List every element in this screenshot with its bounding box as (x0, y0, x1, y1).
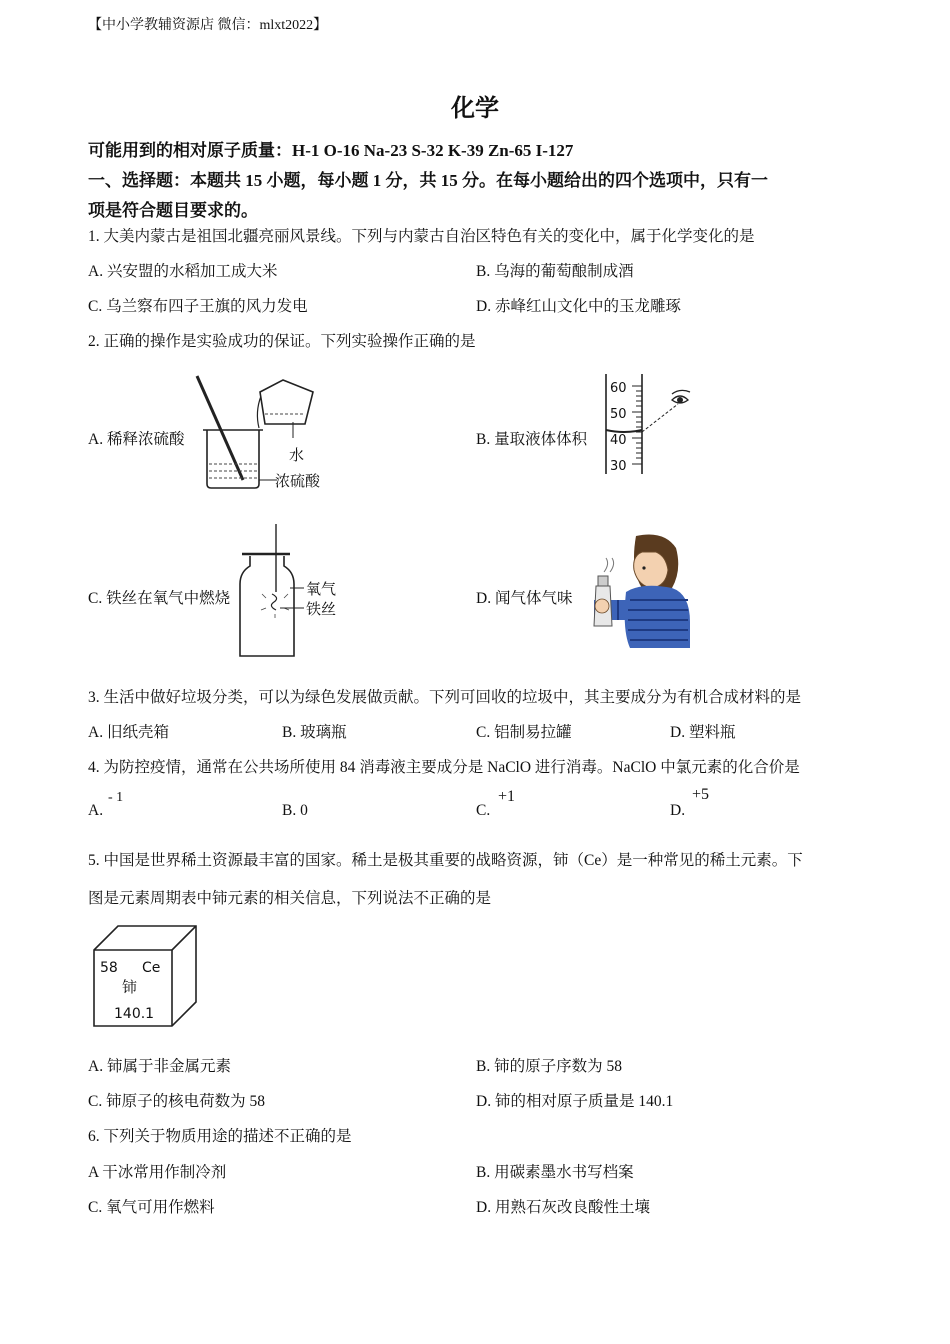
tick-30: 30 (610, 459, 627, 474)
acid-dilution-figure (185, 372, 335, 494)
q6-stem: 6. 下列关于物质用途的描述不正确的是 (88, 1128, 352, 1145)
q5-option-a: A. 铈属于非金属元素 (88, 1058, 231, 1075)
section-heading-line1: 一、选择题：本题共 15 小题，每小题 1 分，共 15 分。在每小题给出的四个选项中，只有一 (88, 171, 768, 190)
section-heading-line2: 项是符合题目要求的。 (88, 201, 258, 220)
q1-option-d: D. 赤峰红山文化中的玉龙雕琢 (476, 298, 681, 315)
oxygen-label: 氧气 (306, 580, 337, 598)
tick-50: 50 (610, 407, 627, 422)
q1-option-c: C. 乌兰察布四子王旗的风力发电 (88, 298, 308, 315)
q4-option-b: B. 0 (282, 802, 308, 819)
tick-40: 40 (610, 433, 627, 448)
tick-60: 60 (610, 381, 627, 396)
q5-stem-line1: 5. 中国是世界稀土资源最丰富的国家。稀土是极其重要的战略资源，铈（Ce）是一种常见的稀土元素。下 (88, 852, 803, 869)
q4-valence-a: - 1 (108, 790, 124, 805)
acid-label: 浓硫酸 (275, 472, 321, 490)
q5-option-b: B. 铈的原子序数为 58 (476, 1058, 622, 1075)
q6-option-b: B. 用碳素墨水书写档案 (476, 1164, 634, 1181)
iron-burning-figure (236, 522, 351, 662)
q2-option-c: C. 铁丝在氧气中燃烧 (88, 590, 231, 607)
q3-option-d: D. 塑料瓶 (670, 724, 736, 741)
q6-option-c: C. 氧气可用作燃料 (88, 1199, 215, 1216)
q4-stem: 4. 为防控疫情，通常在公共场所使用 84 消毒液主要成分是 NaClO 进行消毒。NaClO 中氯元素的化合价是 (88, 759, 800, 776)
q4-option-c: C. (476, 802, 491, 819)
smelling-gas-figure (586, 530, 696, 655)
q4-option-a: A. (88, 802, 104, 819)
q1-option-a: A. 兴安盟的水稻加工成大米 (88, 263, 278, 280)
q1-stem: 1. 大美内蒙古是祖国北疆亮丽风景线。下列与内蒙古自治区特色有关的变化中，属于化学变化的是 (88, 228, 755, 245)
water-label: 水 (289, 446, 305, 464)
atomic-masses: 可能用到的相对原子质量：H-1 O-16 Na-23 S-32 K-39 Zn-65 I-127 (88, 141, 574, 160)
q2-option-a: A. 稀释浓硫酸 (88, 431, 185, 448)
atomic-number: 58 (100, 960, 118, 976)
q4-valence-c: +1 (498, 788, 516, 805)
q2-stem: 2. 正确的操作是实验成功的保证。下列实验操作正确的是 (88, 333, 476, 350)
element-symbol: Ce (142, 960, 161, 976)
q3-option-a: A. 旧纸壳箱 (88, 724, 169, 741)
cylinder-reading-figure (600, 372, 700, 476)
q3-option-b: B. 玻璃瓶 (282, 724, 347, 741)
q6-option-d: D. 用熟石灰改良酸性土壤 (476, 1199, 650, 1216)
atomic-mass: 140.1 (114, 1006, 155, 1022)
iron-wire-label: 铁丝 (306, 600, 337, 618)
element-name: 铈 (122, 978, 138, 996)
q2-option-d: D. 闻气体气味 (476, 590, 573, 607)
q6-option-a: A 干冰常用作制冷剂 (88, 1164, 227, 1181)
q3-option-c: C. 铝制易拉罐 (476, 724, 572, 741)
cerium-element-tile (88, 920, 202, 1032)
page-title: 化学 (451, 96, 499, 122)
page-header: 【中小学教辅资源店 微信：mlxt2022】 (88, 18, 328, 33)
q5-option-c: C. 铈原子的核电荷数为 58 (88, 1093, 265, 1110)
q5-option-d: D. 铈的相对原子质量是 140.1 (476, 1093, 674, 1110)
q3-stem: 3. 生活中做好垃圾分类，可以为绿色发展做贡献。下列可回收的垃圾中，其主要成分为有机合成材料的是 (88, 689, 802, 706)
q4-option-d: D. (670, 802, 686, 819)
q5-stem-line2: 图是元素周期表中铈元素的相关信息，下列说法不正确的是 (88, 890, 492, 907)
q2-option-b: B. 量取液体体积 (476, 431, 588, 448)
q1-option-b: B. 乌海的葡萄酿制成酒 (476, 263, 634, 280)
q4-valence-d: +5 (692, 786, 710, 803)
